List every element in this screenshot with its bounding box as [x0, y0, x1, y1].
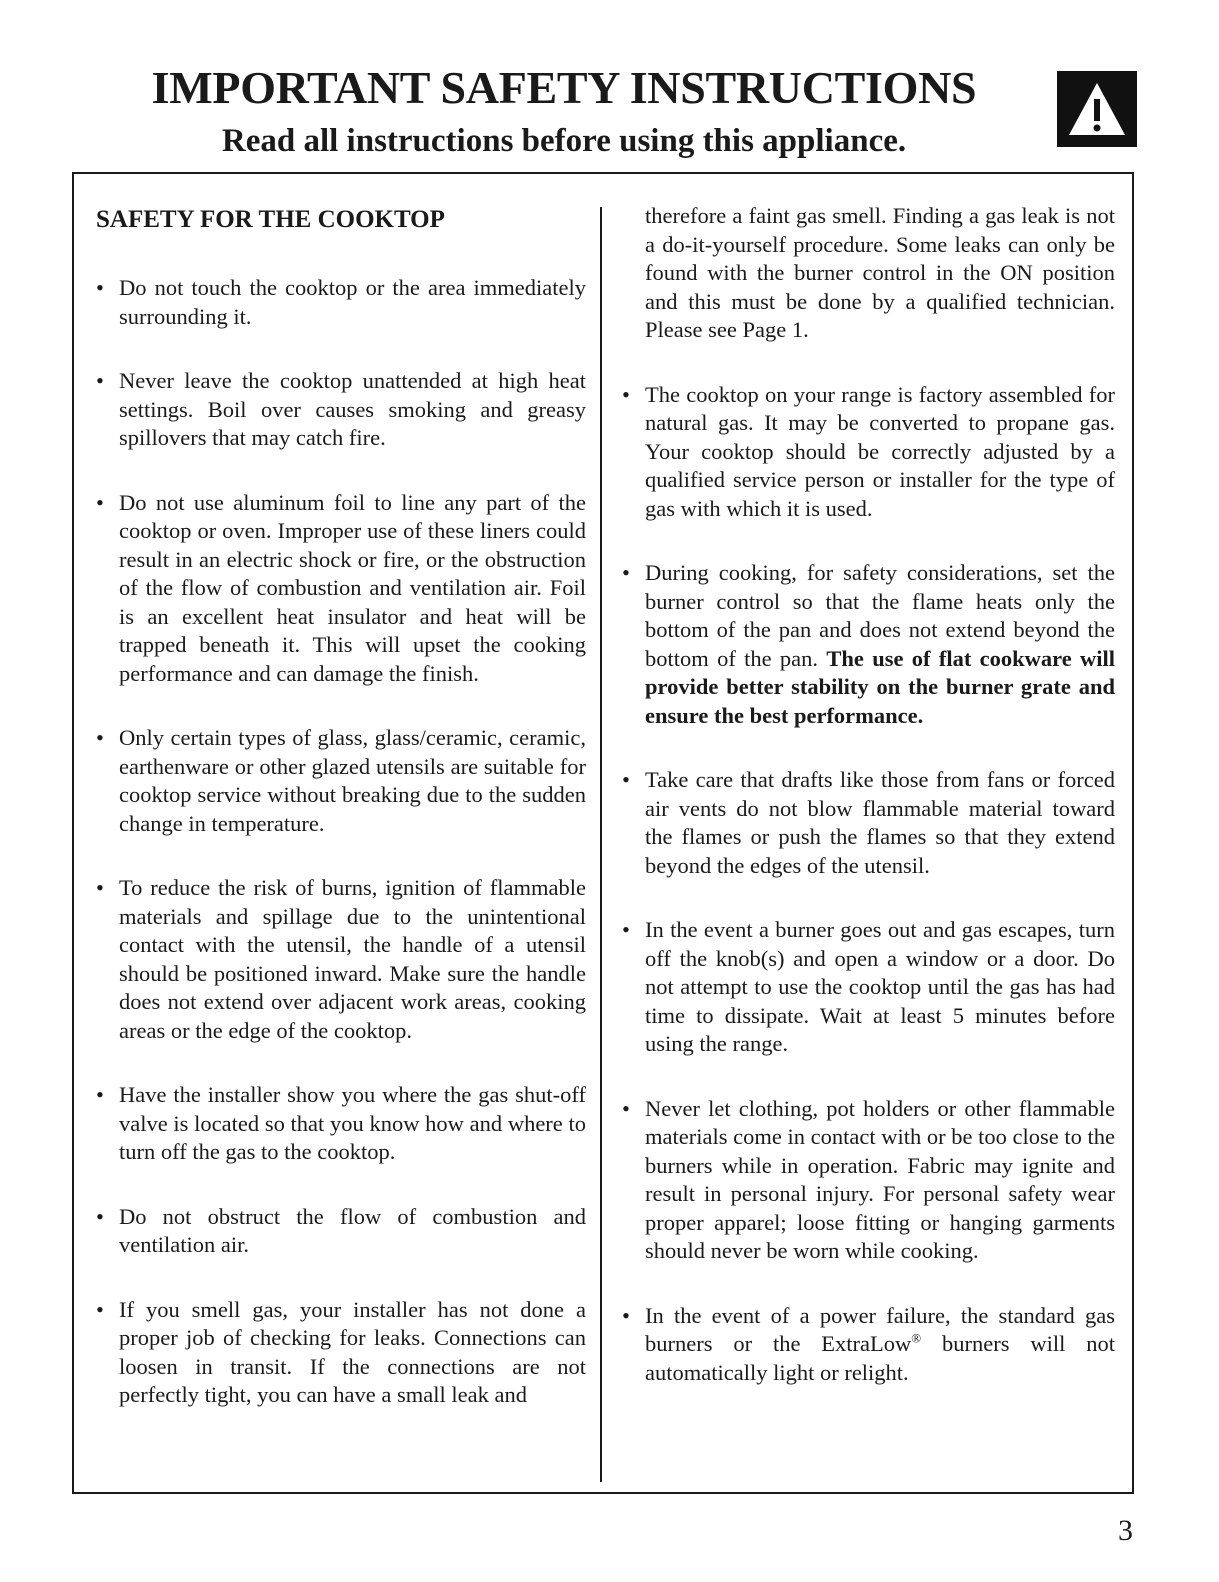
bullet: • — [96, 368, 104, 393]
list-item — [622, 1302, 1115, 1388]
list-item — [96, 724, 586, 838]
bullet: • — [96, 1296, 104, 1322]
warning-triangle-icon — [1057, 71, 1137, 147]
list-item-text: Only certain types of glass, glass/ceramic, ceramic, earthenware or other glazed utensils are suitable for cooktop service without breaking due to the sudden change in temperature. — [119, 725, 586, 836]
list-item — [622, 1095, 1115, 1266]
section-heading: SAFETY FOR THE COOKTOP — [96, 206, 445, 233]
list-item-continuation: therefore a faint gas smell. Finding a gas leak is not a do-it-yourself procedure. Some leaks can only be found with the burner control in the ON position and this must be done by a qualified technician. Please see Page 1. — [645, 203, 1115, 342]
list-item — [96, 489, 586, 689]
bullet: • — [622, 1302, 630, 1328]
bullet: • — [622, 381, 630, 407]
bullet: • — [96, 875, 104, 900]
list-item-text: In the event of a power failure, the standard gas burners or the ExtraLow — [645, 1302, 1115, 1356]
bullet: • — [622, 560, 630, 585]
bullet: • — [96, 275, 104, 300]
registered-mark: ® — [911, 1330, 922, 1346]
bullet: • — [96, 1203, 104, 1229]
list-item-text: In the event a burner goes out and gas escapes, turn off the knob(s) and open a window or a door. Do not attempt to use the cooktop until the gas has had time to dissipate. Wait at least 5 minutes before using the range. — [645, 917, 1115, 1056]
list-item — [622, 766, 1115, 880]
list-item — [96, 874, 586, 1045]
bullet: • — [96, 725, 104, 750]
bullet: • — [622, 767, 630, 792]
list-item — [96, 1296, 586, 1410]
list-item — [96, 1203, 586, 1260]
list-item — [622, 916, 1115, 1059]
bullet: • — [622, 1095, 630, 1121]
page-title: IMPORTANT SAFETY INSTRUCTIONS — [151, 62, 977, 113]
bullet: • — [622, 917, 630, 942]
page-number: 3 — [1118, 1514, 1133, 1547]
list-item-text: Do not use aluminum foil to line any part of the cooktop or oven. Improper use of these liners could result in an electric shock or fire, or the obstruction of the flow of combustion and ventilation air. Foil is an excellent heat insulator and heat will be trapped beneath it. This will upset the cooking performance and can damage the finish. — [119, 489, 586, 686]
list-item-text: burners will not automatically light or relight. — [645, 1331, 1115, 1385]
list-item — [622, 559, 1115, 730]
left-column — [96, 204, 586, 1446]
list-item — [96, 1081, 586, 1167]
list-item — [96, 274, 586, 331]
list-item-text: Do not obstruct the flow of combustion and ventilation air. — [119, 1203, 586, 1257]
column-divider — [600, 207, 602, 1482]
list-item-text: Never let clothing, pot holders or other flammable materials come in contact with or be too close to the burners while in operation. Fabric may ignite and result in personal injury. For personal safety wear proper apparel; loose fitting or hanging garments should never be worn while cooking. — [645, 1095, 1115, 1263]
list-item-text: During cooking, for safety considerations, set the burner control so that the flame heats only the bottom of the pan and does not extend beyond the bottom of the pan. — [645, 560, 1115, 671]
list-item-text: If you smell gas, your installer has not done a proper job of checking for leaks. Connections can loosen in transit. If the connections are not perfectly tight, you can have a small leak and — [119, 1296, 586, 1407]
list-item — [96, 367, 586, 453]
list-item-text: Have the installer show you where the gas shut-off valve is located so that you know how and where to turn off the gas to the cooktop. — [119, 1082, 586, 1164]
list-item-text: The cooktop on your range is factory assembled for natural gas. It may be converted to propane gas. Your cooktop should be correctly adjusted by a qualified service person or installer for the type of gas with which it is used. — [645, 381, 1115, 521]
list-item-text: Do not touch the cooktop or the area immediately surrounding it. — [119, 275, 586, 329]
list-item — [622, 381, 1115, 524]
list-item-text: To reduce the risk of burns, ignition of flammable materials and spillage due to the unintentional contact with the utensil, the handle of a utensil should be positioned inward. Make sure the handle does not extend over adjacent work areas, cooking areas or the edge of the cooktop. — [119, 875, 586, 1043]
right-column — [622, 202, 1115, 1423]
page-subtitle: Read all instructions before using this appliance. — [221, 123, 907, 159]
list-item-text: Never leave the cooktop unattended at high heat settings. Boil over causes smoking and greasy spillovers that may catch fire. — [119, 368, 586, 450]
bullet: • — [96, 489, 104, 515]
bullet: • — [96, 1082, 104, 1107]
list-item-text: Take care that drafts like those from fans or forced air vents do not blow flammable material toward the flames or push the flames so that they extend beyond the edges of the utensil. — [645, 767, 1115, 878]
list-item-bold-text: The use of flat cookware will provide better stability on the burner grate and ensure the best performance. — [645, 645, 1116, 728]
